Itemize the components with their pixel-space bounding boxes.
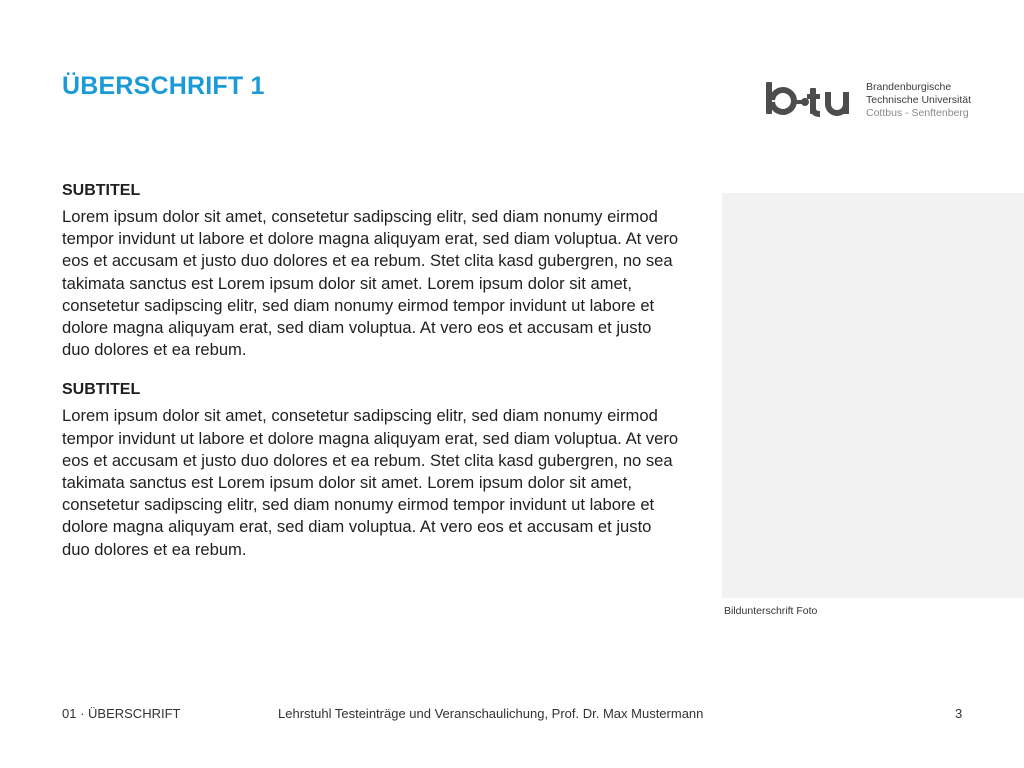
footer-section-label: 01 · ÜBERSCHRIFT — [62, 706, 181, 721]
section-subtitle: SUBTITEL — [62, 182, 141, 199]
photo-caption: Bildunterschrift Foto — [724, 605, 818, 617]
btu-logo — [762, 78, 982, 124]
page-number: 3 — [955, 706, 963, 721]
slide-title: ÜBERSCHRIFT 1 — [62, 72, 265, 100]
photo-placeholder — [722, 193, 1024, 598]
btu-logo-text — [866, 81, 971, 120]
section-paragraph: Lorem ipsum dolor sit amet, consetetur sadipscing elitr, sed diam nonumy eirmod tempor invidunt ut labore et dolore magna aliquyam erat, sed diam voluptua. At vero eos et accusam et justo duo dolores et ea rebum. Stet clita kasd gubergren, no sea takimata sanctus est Lorem ipsum dolor sit amet. Lorem ipsum dolor sit amet, consetetur sadipscing elitr, sed diam nonumy eirmod tempor invidunt ut labore et dolore magna aliquyam erat, sed diam voluptua. At vero eos et accusam et justo duo dolores et ea rebum. — [62, 406, 679, 559]
content-section — [62, 379, 682, 560]
logo-line-3: Cottbus - Senftenberg — [866, 107, 969, 119]
section-paragraph: Lorem ipsum dolor sit amet, consetetur sadipscing elitr, sed diam nonumy eirmod tempor invidunt ut labore et dolore magna aliquyam erat, sed diam voluptua. At vero eos et accusam et justo duo dolores et ea rebum. Stet clita kasd gubergren, no sea takimata sanctus est Lorem ipsum dolor sit amet. Lorem ipsum dolor sit amet, consetetur sadipscing elitr, sed diam nonumy eirmod tempor invidunt ut labore et dolore magna aliquyam erat, sed diam voluptua. At vero eos et accusam et justo duo dolores et ea rebum. — [62, 207, 679, 360]
footer-chair-label: Lehrstuhl Testeinträge und Veranschaulichung, Prof. Dr. Max Mustermann — [278, 706, 704, 721]
content-section — [62, 180, 682, 361]
slide-footer — [0, 706, 1024, 724]
slide-body — [62, 180, 682, 579]
btu-logo-mark — [762, 78, 858, 124]
section-subtitle: SUBTITEL — [62, 381, 141, 399]
logo-line-1: Brandenburgische — [866, 81, 952, 93]
logo-line-2: Technische Universität — [866, 94, 972, 106]
